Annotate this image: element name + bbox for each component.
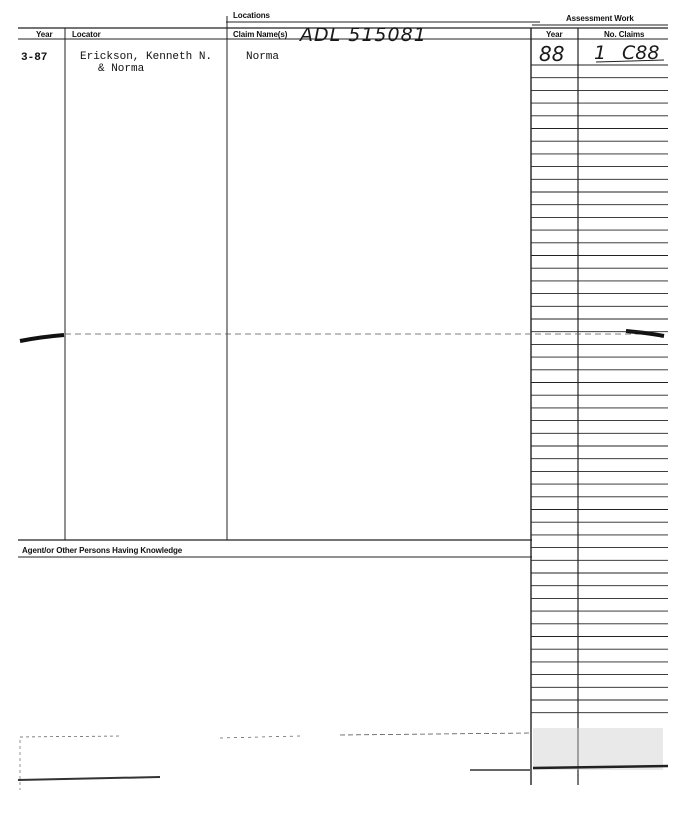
agent-section-header: Agent/or Other Persons Having Knowledge [22, 546, 183, 555]
aw-year-column-header: Year [546, 30, 563, 39]
handwritten-aw-year: 88 [539, 42, 565, 66]
claim-names-column-header: Claim Name(s) [233, 30, 288, 39]
locator-column-header: Locator [72, 30, 101, 39]
entry-claim-name: Norma [246, 51, 280, 63]
year-column-header: Year [36, 30, 53, 39]
aw-no-claims-column-header: No. Claims [604, 30, 645, 39]
entry-locator-line2: & Norma [98, 63, 145, 75]
entry-year: 3-87 [21, 52, 48, 64]
locations-header: Locations [233, 11, 270, 20]
handwritten-claim-number: ADL 515081 [300, 24, 427, 46]
entry-locator-line1: Erickson, Kenneth N. [80, 51, 213, 63]
assessment-work-header: Assessment Work [566, 14, 634, 23]
handwritten-aw-code: C88 [622, 42, 660, 64]
handwritten-aw-count: 1 [594, 42, 607, 64]
